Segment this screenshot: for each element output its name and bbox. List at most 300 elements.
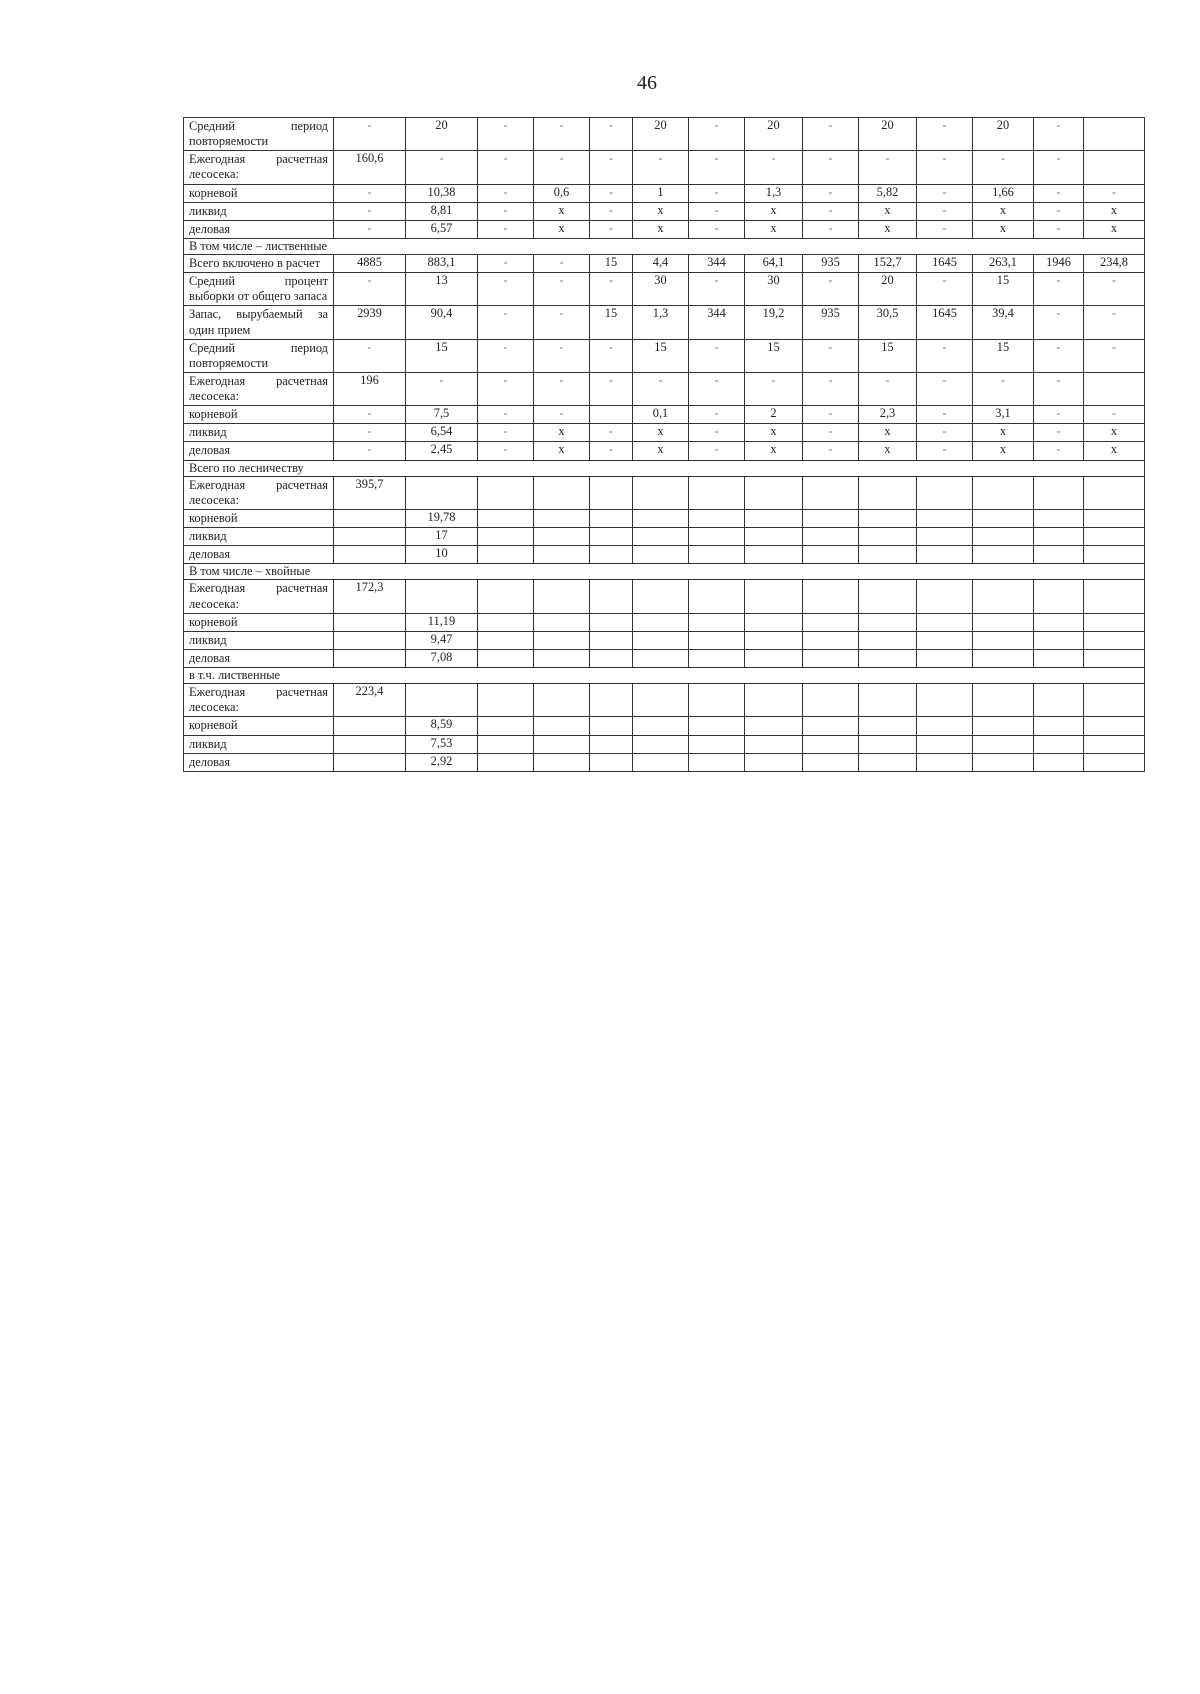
table-cell	[917, 509, 973, 527]
table-cell	[633, 580, 689, 613]
table-cell	[334, 631, 406, 649]
section-title: в т.ч. лиственные	[184, 668, 1145, 684]
table-cell: -	[334, 273, 406, 306]
table-cell	[689, 580, 745, 613]
table-cell: x	[859, 424, 917, 442]
table-cell: 0,6	[534, 184, 590, 202]
table-cell	[1084, 476, 1145, 509]
table-cell: 15	[590, 255, 633, 273]
table-cell: x	[973, 220, 1034, 238]
table-cell: 883,1	[406, 255, 478, 273]
table-cell	[745, 546, 803, 564]
table-cell	[803, 580, 859, 613]
table-cell: 9,47	[406, 631, 478, 649]
table-cell: 7,08	[406, 649, 478, 667]
table-cell	[590, 649, 633, 667]
table-cell: -	[917, 202, 973, 220]
table-cell	[534, 649, 590, 667]
table-cell: -	[1084, 273, 1145, 306]
table-cell	[689, 649, 745, 667]
table-cell: x	[745, 424, 803, 442]
row-label: Запас, вырубаемый за один прием	[184, 306, 334, 339]
table-cell	[1034, 735, 1084, 753]
table-cell: -	[334, 184, 406, 202]
table-row	[184, 631, 1145, 649]
table-cell: -	[1084, 406, 1145, 424]
table-cell	[1084, 631, 1145, 649]
table-cell	[973, 649, 1034, 667]
table-row	[184, 406, 1145, 424]
table-cell: -	[745, 372, 803, 405]
section-title: В том числе – лиственные	[184, 238, 1145, 254]
table-cell	[590, 528, 633, 546]
table-cell: -	[590, 372, 633, 405]
table-cell: -	[689, 202, 745, 220]
table-cell: -	[803, 202, 859, 220]
table-cell: 15	[859, 339, 917, 372]
table-cell	[917, 649, 973, 667]
table-cell: 1	[633, 184, 689, 202]
row-label: деловая	[184, 753, 334, 771]
table-cell: -	[406, 151, 478, 184]
table-cell: 2,3	[859, 406, 917, 424]
table-cell	[745, 735, 803, 753]
table-cell: -	[478, 406, 534, 424]
row-label: корневой	[184, 184, 334, 202]
table-cell	[973, 509, 1034, 527]
table-row	[184, 613, 1145, 631]
table-cell	[633, 476, 689, 509]
table-cell	[745, 528, 803, 546]
table-cell	[745, 753, 803, 771]
page-number: 46	[637, 72, 657, 94]
table-cell: -	[633, 372, 689, 405]
table-cell: -	[1034, 151, 1084, 184]
table-cell	[859, 753, 917, 771]
table-row	[184, 735, 1145, 753]
table-cell: -	[590, 151, 633, 184]
table-row	[184, 442, 1145, 460]
table-row	[184, 684, 1145, 717]
table-row	[184, 339, 1145, 372]
table-cell: 15	[973, 273, 1034, 306]
table-cell: -	[917, 118, 973, 151]
table-cell: 2,45	[406, 442, 478, 460]
table-cell: 152,7	[859, 255, 917, 273]
table-cell: 15	[745, 339, 803, 372]
table-cell	[803, 684, 859, 717]
table-cell	[917, 528, 973, 546]
data-table	[183, 117, 1145, 772]
table-cell	[334, 509, 406, 527]
table-cell	[803, 546, 859, 564]
table-cell	[633, 509, 689, 527]
table-cell: -	[689, 442, 745, 460]
table-cell: x	[973, 424, 1034, 442]
table-cell: -	[689, 273, 745, 306]
table-cell	[973, 546, 1034, 564]
row-label: ликвид	[184, 735, 334, 753]
table-cell	[973, 476, 1034, 509]
table-cell	[803, 649, 859, 667]
table-cell: -	[334, 220, 406, 238]
table-cell: -	[803, 339, 859, 372]
table-cell: -	[590, 339, 633, 372]
table-cell: 344	[689, 255, 745, 273]
table-cell: 20	[973, 118, 1034, 151]
table-cell: -	[633, 151, 689, 184]
table-cell: -	[803, 273, 859, 306]
table-cell: -	[334, 424, 406, 442]
table-cell	[633, 528, 689, 546]
table-cell	[689, 631, 745, 649]
table-row	[184, 306, 1145, 339]
table-cell: 935	[803, 255, 859, 273]
table-cell: -	[478, 372, 534, 405]
table-cell	[917, 684, 973, 717]
table-cell	[689, 528, 745, 546]
table-row	[184, 753, 1145, 771]
table-cell	[803, 613, 859, 631]
table-cell: 17	[406, 528, 478, 546]
table-cell	[859, 546, 917, 564]
table-cell	[590, 613, 633, 631]
table-cell	[803, 631, 859, 649]
table-cell	[590, 509, 633, 527]
table-cell: -	[803, 118, 859, 151]
table-cell	[478, 476, 534, 509]
table-cell: 234,8	[1084, 255, 1145, 273]
table-cell: -	[478, 424, 534, 442]
table-cell	[590, 684, 633, 717]
table-cell: 20	[406, 118, 478, 151]
table-cell	[590, 580, 633, 613]
table-cell	[803, 509, 859, 527]
table-cell: 935	[803, 306, 859, 339]
table-cell: 8,81	[406, 202, 478, 220]
table-cell	[859, 717, 917, 735]
table-cell	[406, 684, 478, 717]
table-cell	[1034, 580, 1084, 613]
table-cell: 3,1	[973, 406, 1034, 424]
table-cell: 20	[859, 273, 917, 306]
table-cell: 196	[334, 372, 406, 405]
table-row	[184, 255, 1145, 273]
table-cell	[973, 684, 1034, 717]
table-cell	[334, 546, 406, 564]
row-label: корневой	[184, 509, 334, 527]
table-cell: -	[478, 442, 534, 460]
table-cell	[745, 631, 803, 649]
table-row	[184, 220, 1145, 238]
row-label: ликвид	[184, 424, 334, 442]
table-cell	[859, 580, 917, 613]
table-cell: -	[478, 202, 534, 220]
table-cell: -	[1034, 306, 1084, 339]
table-cell: 7,53	[406, 735, 478, 753]
table-cell: -	[859, 372, 917, 405]
table-cell: -	[534, 372, 590, 405]
table-cell: -	[917, 442, 973, 460]
table-cell	[917, 580, 973, 613]
table-cell: 30	[745, 273, 803, 306]
table-row	[184, 372, 1145, 405]
table-cell: 1645	[917, 306, 973, 339]
table-cell: 223,4	[334, 684, 406, 717]
row-label: Ежегодная расчетная лесосека:	[184, 684, 334, 717]
table-cell: x	[745, 202, 803, 220]
table-cell	[406, 476, 478, 509]
table-cell	[478, 580, 534, 613]
table-cell: -	[917, 339, 973, 372]
table-cell: x	[534, 220, 590, 238]
table-cell: 20	[633, 118, 689, 151]
table-cell	[917, 735, 973, 753]
row-label: Средний период повторяемости	[184, 339, 334, 372]
table-cell	[534, 735, 590, 753]
table-cell: 1,3	[745, 184, 803, 202]
table-cell: 11,19	[406, 613, 478, 631]
row-label: Всего включено в расчет	[184, 255, 334, 273]
table-cell: -	[803, 372, 859, 405]
table-cell	[534, 684, 590, 717]
table-cell	[973, 613, 1034, 631]
table-cell: -	[917, 184, 973, 202]
table-cell: -	[590, 202, 633, 220]
table-cell: 7,5	[406, 406, 478, 424]
table-cell	[334, 528, 406, 546]
table-cell: -	[590, 184, 633, 202]
table-cell	[745, 613, 803, 631]
table-cell	[534, 717, 590, 735]
section-title: В том числе – хвойные	[184, 564, 1145, 580]
table-cell: -	[803, 184, 859, 202]
table-cell	[633, 649, 689, 667]
table-row	[184, 528, 1145, 546]
table-cell: -	[534, 339, 590, 372]
table-cell: -	[534, 255, 590, 273]
table-cell: -	[917, 220, 973, 238]
table-cell	[534, 546, 590, 564]
table-cell	[633, 717, 689, 735]
table-cell: -	[1084, 184, 1145, 202]
table-row	[184, 476, 1145, 509]
table-cell	[534, 476, 590, 509]
table-cell: 1,66	[973, 184, 1034, 202]
table-cell: 0,1	[633, 406, 689, 424]
section-row	[184, 668, 1145, 684]
table-cell	[1034, 613, 1084, 631]
table-row	[184, 118, 1145, 151]
table-cell: x	[534, 202, 590, 220]
table-cell: x	[973, 202, 1034, 220]
row-label: ликвид	[184, 202, 334, 220]
table-cell	[689, 717, 745, 735]
table-cell: -	[803, 442, 859, 460]
table-cell	[478, 753, 534, 771]
table-cell	[689, 476, 745, 509]
table-cell	[534, 631, 590, 649]
row-label: корневой	[184, 717, 334, 735]
table-cell	[590, 546, 633, 564]
table-cell	[745, 649, 803, 667]
table-cell: x	[633, 220, 689, 238]
table-cell: 2939	[334, 306, 406, 339]
table-cell: x	[859, 202, 917, 220]
table-cell	[917, 613, 973, 631]
table-cell: -	[590, 442, 633, 460]
table-cell: x	[745, 442, 803, 460]
table-cell: -	[1084, 306, 1145, 339]
table-cell	[859, 684, 917, 717]
table-cell	[973, 717, 1034, 735]
table-cell	[478, 613, 534, 631]
table-cell	[1084, 717, 1145, 735]
table-cell	[1084, 151, 1145, 184]
table-cell: 15	[633, 339, 689, 372]
table-cell	[590, 406, 633, 424]
table-cell	[406, 580, 478, 613]
table-cell: -	[689, 339, 745, 372]
table-cell	[633, 546, 689, 564]
table-cell: 6,57	[406, 220, 478, 238]
table-cell: x	[745, 220, 803, 238]
row-label: Ежегодная расчетная лесосека:	[184, 476, 334, 509]
table-cell	[803, 476, 859, 509]
row-label: корневой	[184, 613, 334, 631]
table-cell	[478, 631, 534, 649]
table-cell: -	[689, 372, 745, 405]
row-label: Ежегодная расчетная лесосека:	[184, 580, 334, 613]
table-cell	[1034, 528, 1084, 546]
table-row	[184, 424, 1145, 442]
table-cell: 2	[745, 406, 803, 424]
table-cell: 30	[633, 273, 689, 306]
table-cell	[534, 509, 590, 527]
table-cell: x	[534, 424, 590, 442]
table-cell: x	[1084, 220, 1145, 238]
table-cell: -	[1034, 184, 1084, 202]
row-label: корневой	[184, 406, 334, 424]
table-cell	[478, 509, 534, 527]
table-cell: 19,78	[406, 509, 478, 527]
table-cell: x	[1084, 424, 1145, 442]
table-cell	[590, 631, 633, 649]
table-cell: -	[1034, 339, 1084, 372]
table-cell	[590, 735, 633, 753]
table-cell: x	[973, 442, 1034, 460]
table-cell: 172,3	[334, 580, 406, 613]
table-row	[184, 580, 1145, 613]
table-cell: -	[478, 255, 534, 273]
table-cell	[973, 580, 1034, 613]
table-cell: 39,4	[973, 306, 1034, 339]
table-cell: x	[633, 424, 689, 442]
table-cell: 395,7	[334, 476, 406, 509]
table-cell: -	[973, 372, 1034, 405]
table-cell: -	[803, 406, 859, 424]
table-cell: -	[917, 424, 973, 442]
table-cell: 1645	[917, 255, 973, 273]
table-cell: -	[334, 406, 406, 424]
table-cell	[973, 528, 1034, 546]
table-row	[184, 717, 1145, 735]
table-cell	[917, 546, 973, 564]
table-cell: -	[689, 184, 745, 202]
table-cell: -	[1034, 118, 1084, 151]
table-cell	[917, 753, 973, 771]
table-cell: -	[1034, 424, 1084, 442]
table-cell	[1034, 631, 1084, 649]
table-cell: 15	[406, 339, 478, 372]
table-cell: -	[478, 118, 534, 151]
table-cell	[1034, 546, 1084, 564]
table-cell	[803, 717, 859, 735]
table-cell	[334, 717, 406, 735]
table-cell: 30,5	[859, 306, 917, 339]
table-cell	[1084, 753, 1145, 771]
table-cell: x	[859, 442, 917, 460]
table-cell: 19,2	[745, 306, 803, 339]
table-cell	[689, 684, 745, 717]
table-cell	[534, 528, 590, 546]
table-cell: 8,59	[406, 717, 478, 735]
section-row	[184, 238, 1145, 254]
table-cell	[334, 649, 406, 667]
table-cell	[1034, 649, 1084, 667]
table-cell	[745, 476, 803, 509]
table-cell	[689, 546, 745, 564]
table-cell	[1034, 684, 1084, 717]
table-cell: -	[917, 406, 973, 424]
table-cell: x	[534, 442, 590, 460]
table-cell	[534, 753, 590, 771]
row-label: деловая	[184, 649, 334, 667]
table-cell: -	[590, 220, 633, 238]
table-cell: 13	[406, 273, 478, 306]
table-cell	[1084, 118, 1145, 151]
table-cell: 90,4	[406, 306, 478, 339]
table-cell	[633, 613, 689, 631]
table-cell	[859, 649, 917, 667]
table-cell	[1084, 613, 1145, 631]
table-cell: 64,1	[745, 255, 803, 273]
table-cell: -	[803, 424, 859, 442]
table-cell: -	[1034, 442, 1084, 460]
table-cell	[689, 509, 745, 527]
table-cell	[859, 631, 917, 649]
table-cell: x	[633, 442, 689, 460]
table-cell	[478, 546, 534, 564]
table-cell	[973, 631, 1034, 649]
table-cell	[689, 613, 745, 631]
table-cell	[1084, 528, 1145, 546]
table-cell: -	[745, 151, 803, 184]
table-cell	[1034, 476, 1084, 509]
table-cell: -	[334, 442, 406, 460]
table-row	[184, 202, 1145, 220]
table-cell: -	[1034, 220, 1084, 238]
row-label: деловая	[184, 220, 334, 238]
table-cell	[590, 717, 633, 735]
table-cell	[590, 476, 633, 509]
table-row	[184, 649, 1145, 667]
table-cell	[745, 717, 803, 735]
table-cell: -	[478, 220, 534, 238]
table-cell: 1946	[1034, 255, 1084, 273]
table-cell: 15	[973, 339, 1034, 372]
table-cell: -	[478, 306, 534, 339]
